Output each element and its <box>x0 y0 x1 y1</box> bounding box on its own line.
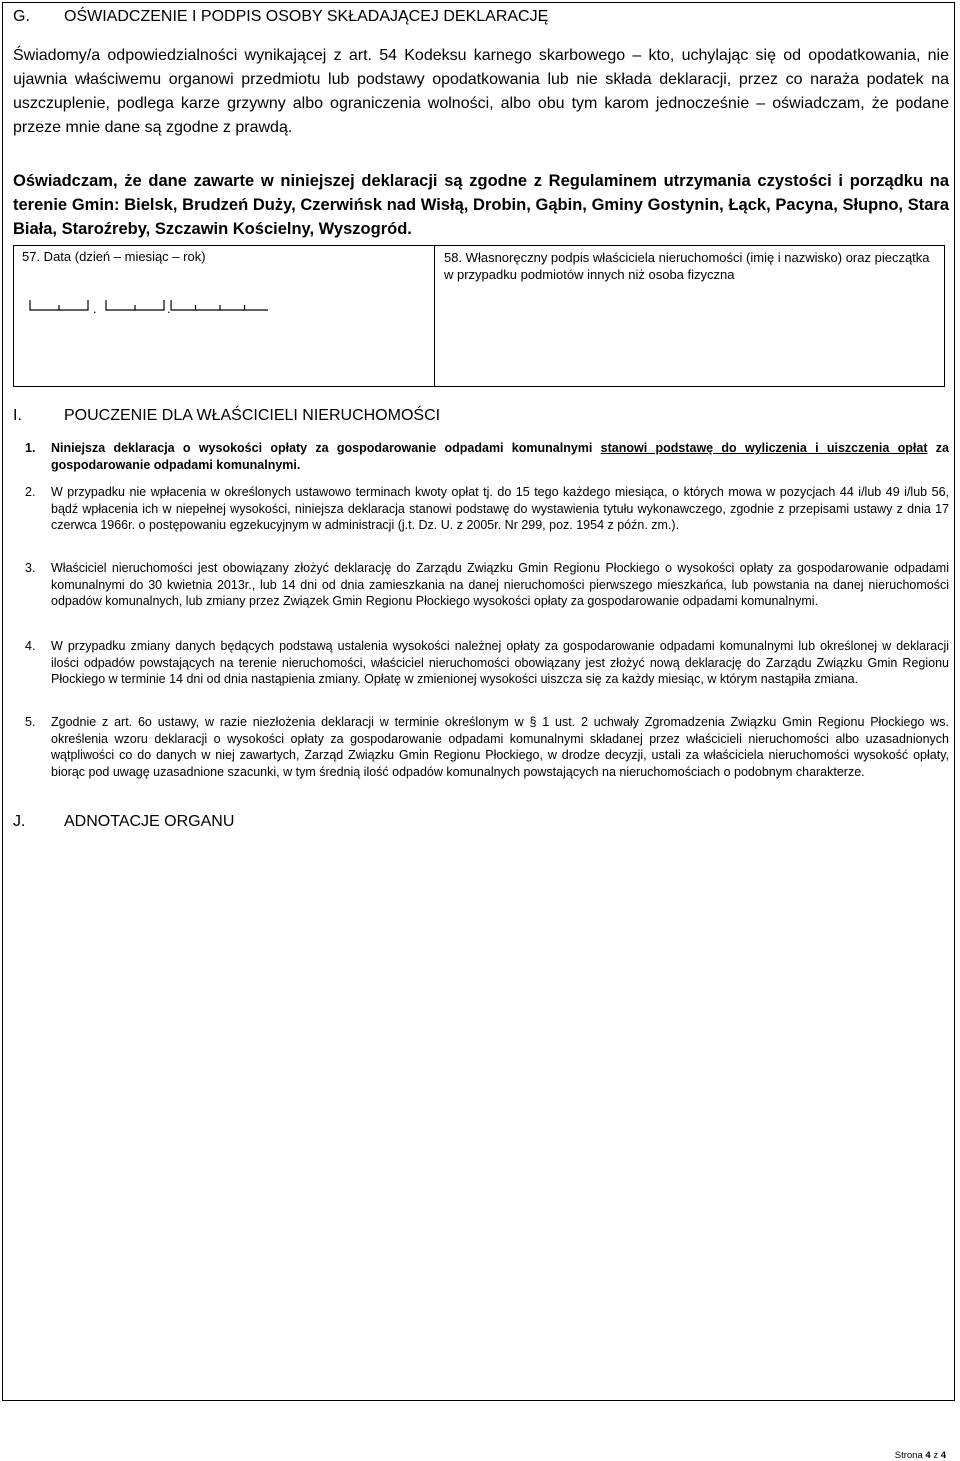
instruction-item-number: 5. <box>25 715 36 729</box>
section-g-title: OŚWIADCZENIE I PODPIS OSOBY SKŁADAJĄCEJ DEKLARACJĘ <box>64 8 549 25</box>
instruction-item <box>25 714 949 780</box>
signature-box <box>13 245 945 387</box>
page-number: 4 <box>925 1450 931 1461</box>
date-separator-1: . <box>93 301 97 316</box>
instruction-item-number: 3. <box>25 561 36 575</box>
instruction-item-number: 4. <box>25 639 36 653</box>
instruction-1-underlined: stanowi podstawę do wyliczenia i uiszczenia opłat <box>600 441 928 455</box>
section-j-heading <box>13 813 234 831</box>
date-input-boxes[interactable] <box>28 296 268 316</box>
section-i-number: I. <box>13 407 22 424</box>
section-i-title: POUCZENIE DLA WŁAŚCICIELI NIERUCHOMOŚCI <box>64 407 441 424</box>
section-i-heading <box>13 407 440 425</box>
instruction-item-text <box>51 440 949 473</box>
date-separator-2: . <box>167 301 171 316</box>
page-of: z <box>933 1450 939 1461</box>
instruction-item <box>25 560 949 610</box>
criminal-liability-warning: Świadomy/a odpowiedzialności wynikającej z art. 54 Kodeksu karnego skarbowego – kto, uchylając się od opodatkowania, nie ujawnia właściwemu organowi przedmiotu lub podstawy opodatkowania lub nie składa deklaracji, przez co naraża podatek na uszczuplenie, podlega karze grzywny albo ograniczenia wolności, albo obu tym karom jednocześnie – oświadczam, że podane przeze mnie dane są zgodne z prawdą. <box>13 47 949 136</box>
instruction-item <box>25 484 949 534</box>
section-j-title: ADNOTACJE ORGANU <box>64 813 235 830</box>
instruction-item-number: 2. <box>25 485 36 499</box>
page-label: Strona <box>894 1450 923 1461</box>
year-boxes[interactable] <box>171 300 268 310</box>
section-j-number: J. <box>13 813 26 830</box>
section-g-number: G. <box>13 8 30 25</box>
month-boxes[interactable] <box>106 300 164 310</box>
instruction-item <box>25 638 949 688</box>
field-58-label: 58. Własnoręczny podpis właściciela nieruchomości (imię i nazwisko) oraz pieczątka w przypadku podmiotów innych niż osoba fizyczna <box>444 250 930 282</box>
instruction-item-text: W przypadku nie wpłacenia w określonych ustawowo terminach kwoty opłat tj. do 15 tego każdego miesiąca, o których mowa w pozycjach 44 i/lub 49 i/lub 56, bądź wpłacenia ich w niepełnej wysokości, niniejsza deklaracja stanowi podstawę do wystawienia tytułu wykonawczego, zgodnie z przepisami ustawy z dnia 17 czerwca 1966r. o postępowaniu egzekucyjnym w administracji (j.t. Dz. U. z 2005r. Nr 299, poz. 1954 z późn. zm.). <box>51 485 949 532</box>
instruction-1-part1: Niniejsza deklaracja o wysokości opłaty za gospodarowanie odpadami komunalnymi <box>51 441 601 455</box>
instruction-item-text: Właściciel nieruchomości jest obowiązany złożyć deklarację do Zarządu Związku Gmin Regionu Płockiego o wysokości opłaty za gospodarowanie odpadami komunalnymi do 30 kwietnia 2013r., lub 14 dni od dnia zamieszkania na danej nieruchomości pierwszego mieszkańca, lub powstania na danej nieruchomości odpadów komunalnych, lub zmiany przez Związek Gmin Regionu Płockiego wysokości opłaty za gospodarowanie odpadami komunalnymi. <box>51 561 949 608</box>
instruction-item-text: W przypadku zmiany danych będących podstawą ustalenia wysokości należnej opłaty za gospodarowanie odpadami komunalnymi lub określonej w deklaracji ilości odpadów powstających na terenie nieruchomości, właściciel nieruchomości obowiązany jest złożyć nową deklarację do Zarządu Związku Gmin Regionu Płockiego w terminie 14 dni od dnia nastąpienia zmiany. Opłatę w zmienionej wysokości uiszcza się za każdy miesiąc, w którym nastąpiła zmiana. <box>51 639 949 686</box>
section-g-heading <box>13 8 548 26</box>
instruction-item-text: Zgodnie z art. 6o ustawy, w razie niezłożenia deklaracji w terminie określonym w § 1 ust. 2 uchwały Zgromadzenia Związku Gmin Regionu Płockiego ws. określenia wzoru deklaracji o wysokości opłaty za gospodarowanie odpadami komunalnymi składanej przez właścicieli nieruchomości albo uzasadnionych wątpliwości co do danych w niej zawartych, Zarząd Związku Gmin Regionu Płockiego, w drodze decyzji, ustali za właściciela nieruchomości wysokość opłaty, biorąc pod uwagę uzasadnione szacunki, w tym średnią ilość odpadów komunalnych powstających na nieruchomościach o podobnym charakterze. <box>51 715 949 779</box>
instruction-1-part3: za gospodarowanie odpadami komunalnymi. <box>51 441 949 472</box>
instruction-item-number: 1. <box>25 441 36 455</box>
regulation-declaration: Oświadczam, że dane zawarte w niniejszej deklaracji są zgodne z Regulaminem utrzymania czystości i porządku na terenie Gmin: Bielsk, Brudzeń Duży, Czerwińsk nad Wisłą, Drobin, Gąbin, Gminy Gostynin, Łąck, Pacyna, Słupno, Stara Biała, Staroźreby, Szczawin Kościelny, Wyszogród. <box>13 172 949 238</box>
field-57-label: 57. Data (dzień – miesiąc – rok) <box>22 249 206 264</box>
page-total: 4 <box>940 1450 946 1461</box>
signature-box-divider <box>434 246 435 386</box>
page-footer <box>895 1450 946 1461</box>
day-boxes[interactable] <box>30 300 88 310</box>
instruction-item <box>25 440 949 473</box>
